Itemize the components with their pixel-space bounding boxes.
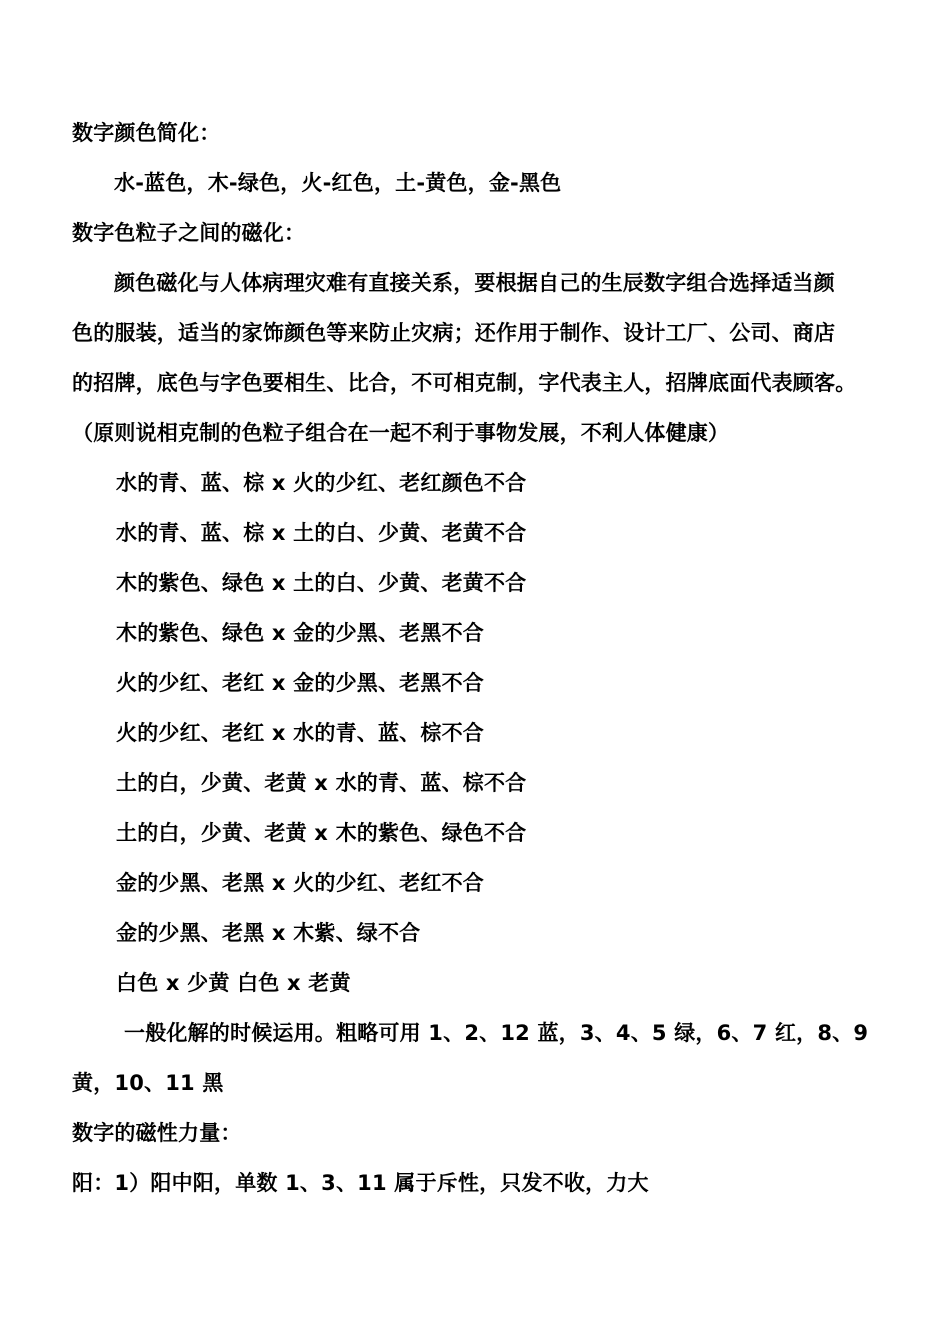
section-heading-magnetic-force: 数字的磁性力量： <box>72 1121 242 1145</box>
conflict-item: 土的白，少黄、老黄 x 水的青、蓝、棕不合 <box>116 771 527 795</box>
document-page <box>72 108 882 1208</box>
conflict-item: 火的少红、老红 x 水的青、蓝、棕不合 <box>116 721 484 745</box>
conflict-item: 白色 x 少黄 白色 x 老黄 <box>116 971 351 995</box>
conflict-item: 木的紫色、绿色 x 土的白、少黄、老黄不合 <box>116 571 527 595</box>
paragraph-line-4: （原则说相克制的色粒子组合在一起不利于事物发展，不利人体健康） <box>72 421 730 445</box>
color-mapping-line: 水-蓝色，木-绿色，火-红色，土-黄色，金-黑色 <box>114 171 562 195</box>
section-heading-color-simplification: 数字颜色简化： <box>72 121 221 145</box>
section-heading-magnetization: 数字色粒子之间的磁化： <box>72 221 306 245</box>
conflict-item: 土的白，少黄、老黄 x 木的紫色、绿色不合 <box>116 821 527 845</box>
paragraph-line-1: 颜色磁化与人体病理灾难有直接关系，要根据自己的生辰数字组合选择适当颜 <box>114 271 835 295</box>
conflict-item: 金的少黑、老黑 x 火的少红、老红不合 <box>116 871 484 895</box>
yang-line: 阳：1）阳中阳，单数 1、3、11 属于斥性，只发不收，力大 <box>72 1171 649 1195</box>
conflict-item: 木的紫色、绿色 x 金的少黑、老黑不合 <box>116 621 484 645</box>
paragraph-line-2: 色的服装，适当的家饰颜色等来防止灾病；还作用于制作、设计工厂、公司、商店 <box>72 321 836 345</box>
conflict-item: 金的少黑、老黑 x 木紫、绿不合 <box>116 921 421 945</box>
paragraph-line-3: 的招牌，底色与字色要相生、比合，不可相克制，字代表主人，招牌底面代表顾客。 <box>72 371 857 395</box>
conflict-item: 水的青、蓝、棕 x 土的白、少黄、老黄不合 <box>116 521 527 545</box>
resolution-line-1: 一般化解的时候运用。粗略可用 1、2、12 蓝，3、4、5 绿，6、7 红，8、9 <box>124 1021 869 1045</box>
resolution-line-2: 黄，10、11 黑 <box>72 1071 224 1095</box>
conflict-item: 火的少红、老红 x 金的少黑、老黑不合 <box>116 671 484 695</box>
conflict-item: 水的青、蓝、棕 x 火的少红、老红颜色不合 <box>116 471 527 495</box>
